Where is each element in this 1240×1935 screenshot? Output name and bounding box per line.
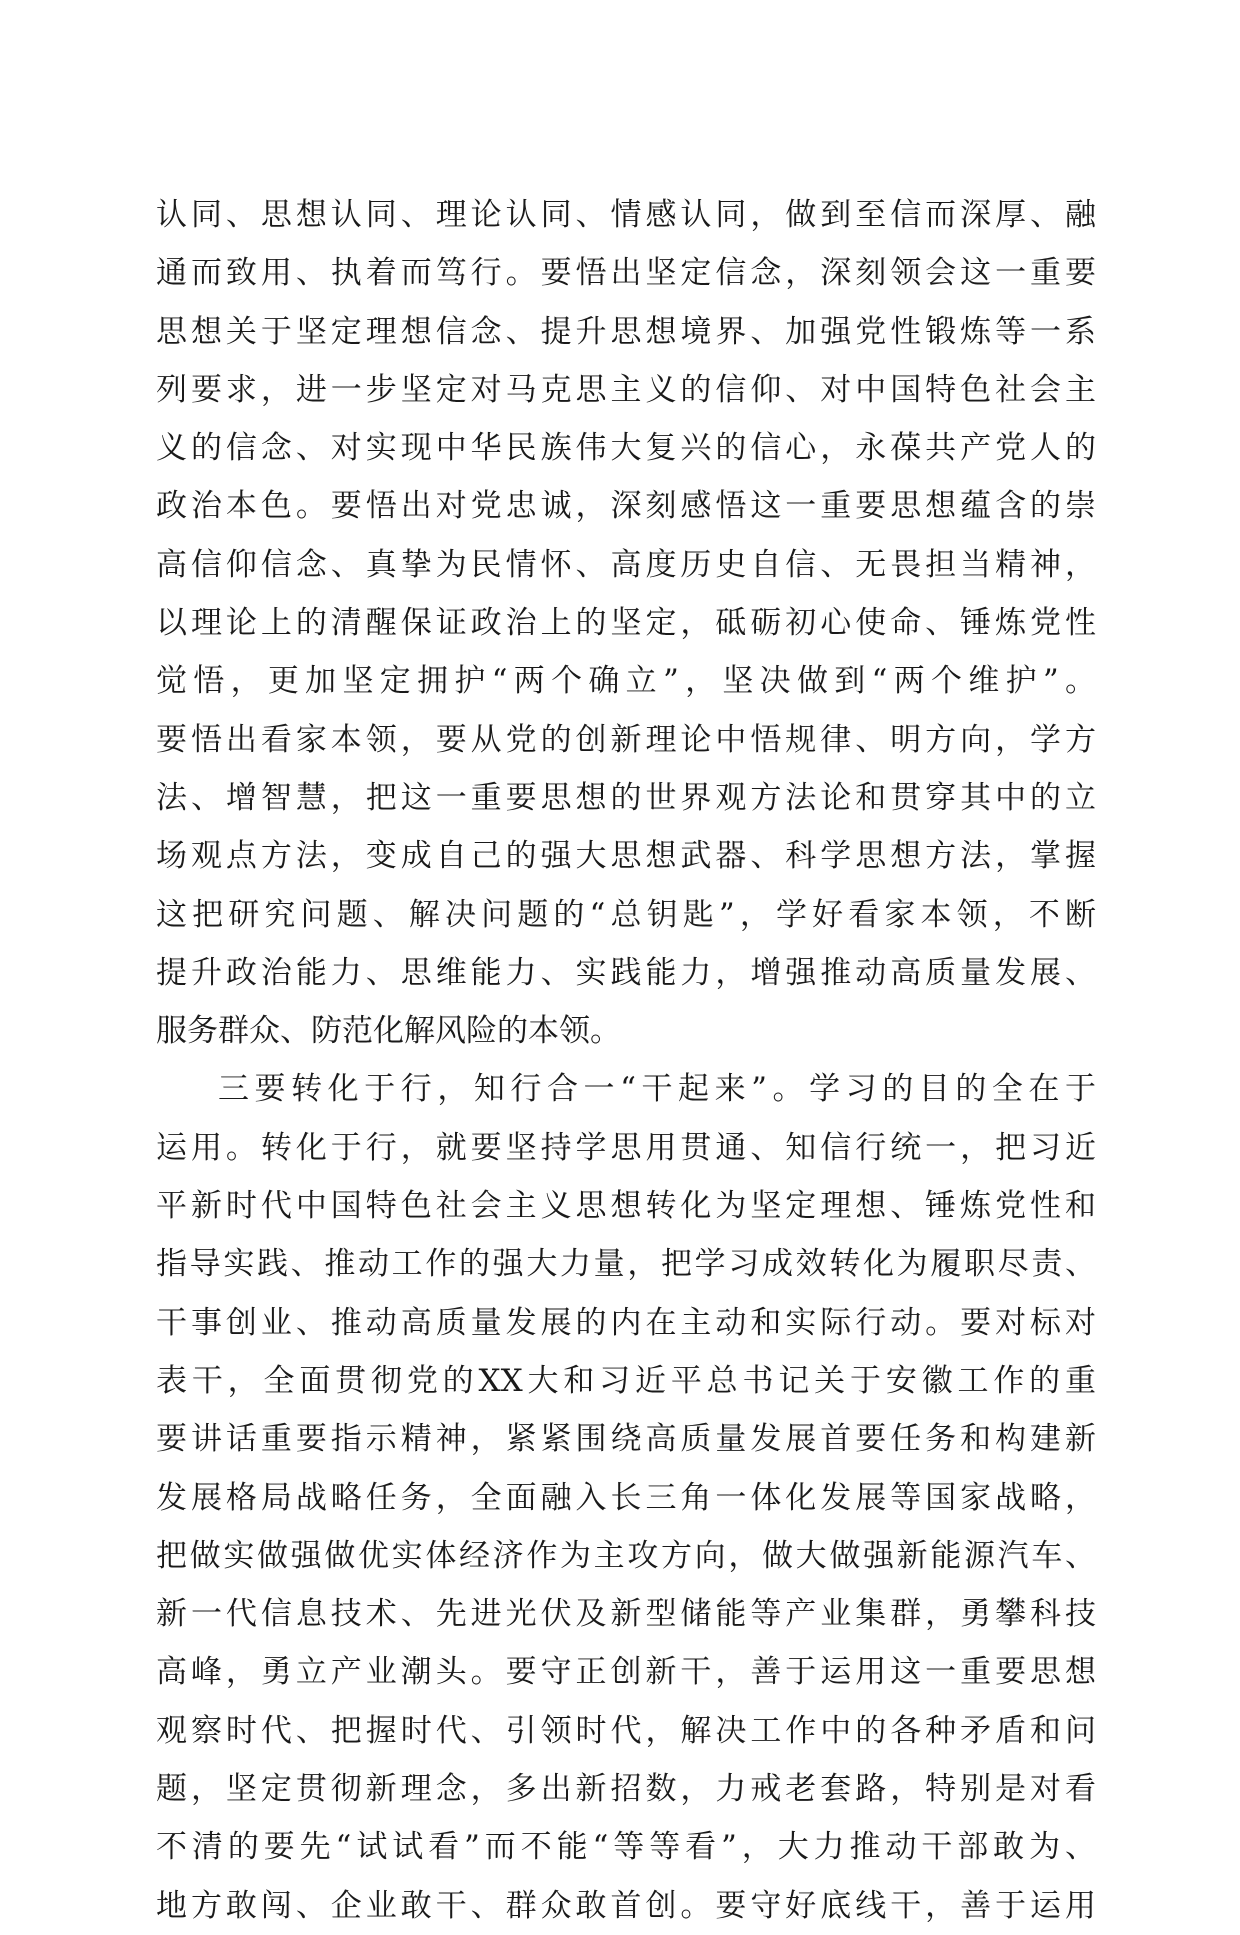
text-line: 地方敢闯、企业敢干、群众敢首创。要守好底线干，善于运用 bbox=[156, 1887, 1096, 1924]
paragraph-start-line: 三要转化于行，知行合一“干起来”。学习的目的全在于 bbox=[218, 1071, 1096, 1108]
text-line: 场观点方法，变成自己的强大思想武器、科学思想方法，掌握 bbox=[156, 838, 1096, 875]
text-line: 法、增智慧，把这一重要思想的世界观方法论和贯穿其中的立 bbox=[156, 779, 1096, 816]
text-line: 把做实做强做优实体经济作为主攻方向，做大做强新能源汽车、 bbox=[156, 1537, 1096, 1574]
text-line: 干事创业、推动高质量发展的内在主动和实际行动。要对标对 bbox=[156, 1304, 1096, 1341]
text-line: 这把研究问题、解决问题的“总钥匙”，学好看家本领，不断 bbox=[156, 896, 1096, 933]
text-line: 不清的要先“试试看”而不能“等等看”，大力推动干部敢为、 bbox=[156, 1829, 1096, 1866]
text-line: 指导实践、推动工作的强大力量，把学习成效转化为履职尽责、 bbox=[156, 1246, 1096, 1283]
text-line: 列要求，进一步坚定对马克思主义的信仰、对中国特色社会主 bbox=[156, 371, 1096, 408]
text-line: 新一代信息技术、先进光伏及新型储能等产业集群，勇攀科技 bbox=[156, 1596, 1096, 1633]
text-line: 以理论上的清醒保证政治上的坚定，砥砺初心使命、锤炼党性 bbox=[156, 605, 1096, 642]
text-line: 高信仰信念、真挚为民情怀、高度历史自信、无畏担当精神， bbox=[156, 546, 1096, 583]
body-text bbox=[156, 186, 1096, 1935]
text-line: 发展格局战略任务，全面融入长三角一体化发展等国家战略， bbox=[156, 1479, 1096, 1516]
text-line: 题，坚定贯彻新理念，多出新招数，力戒老套路，特别是对看 bbox=[156, 1771, 1096, 1808]
text-line: 运用。转化于行，就要坚持学思用贯通、知信行统一，把习近 bbox=[156, 1129, 1096, 1166]
text-line: 平新时代中国特色社会主义思想转化为坚定理想、锤炼党性和 bbox=[156, 1188, 1096, 1225]
text-line: 通而致用、执着而笃行。要悟出坚定信念，深刻领会这一重要 bbox=[156, 255, 1096, 292]
text-line: 观察时代、把握时代、引领时代，解决工作中的各种矛盾和问 bbox=[156, 1712, 1096, 1749]
paragraph-end-line: 服务群众、防范化解风险的本领。 bbox=[156, 1013, 621, 1050]
text-line: 提升政治能力、思维能力、实践能力，增强推动高质量发展、 bbox=[156, 954, 1096, 991]
text-line: 义的信念、对实现中华民族伟大复兴的信心，永葆共产党人的 bbox=[156, 430, 1096, 467]
text-line: 思想关于坚定理想信念、提升思想境界、加强党性锻炼等一系 bbox=[156, 313, 1096, 350]
text-line: 要悟出看家本领，要从党的创新理论中悟规律、明方向，学方 bbox=[156, 721, 1096, 758]
text-line: 高峰，勇立产业潮头。要守正创新干，善于运用这一重要思想 bbox=[156, 1654, 1096, 1691]
text-line: 觉悟，更加坚定拥护“两个确立”，坚决做到“两个维护”。 bbox=[156, 663, 1096, 700]
text-line: 表干，全面贯彻党的XX大和习近平总书记关于安徽工作的重 bbox=[156, 1362, 1096, 1399]
text-line: 认同、思想认同、理论认同、情感认同，做到至信而深厚、融 bbox=[156, 197, 1096, 233]
text-line: 政治本色。要悟出对党忠诚，深刻感悟这一重要思想蕴含的崇 bbox=[156, 488, 1096, 525]
text-line: 要讲话重要指示精神，紧紧围绕高质量发展首要任务和构建新 bbox=[156, 1421, 1096, 1458]
